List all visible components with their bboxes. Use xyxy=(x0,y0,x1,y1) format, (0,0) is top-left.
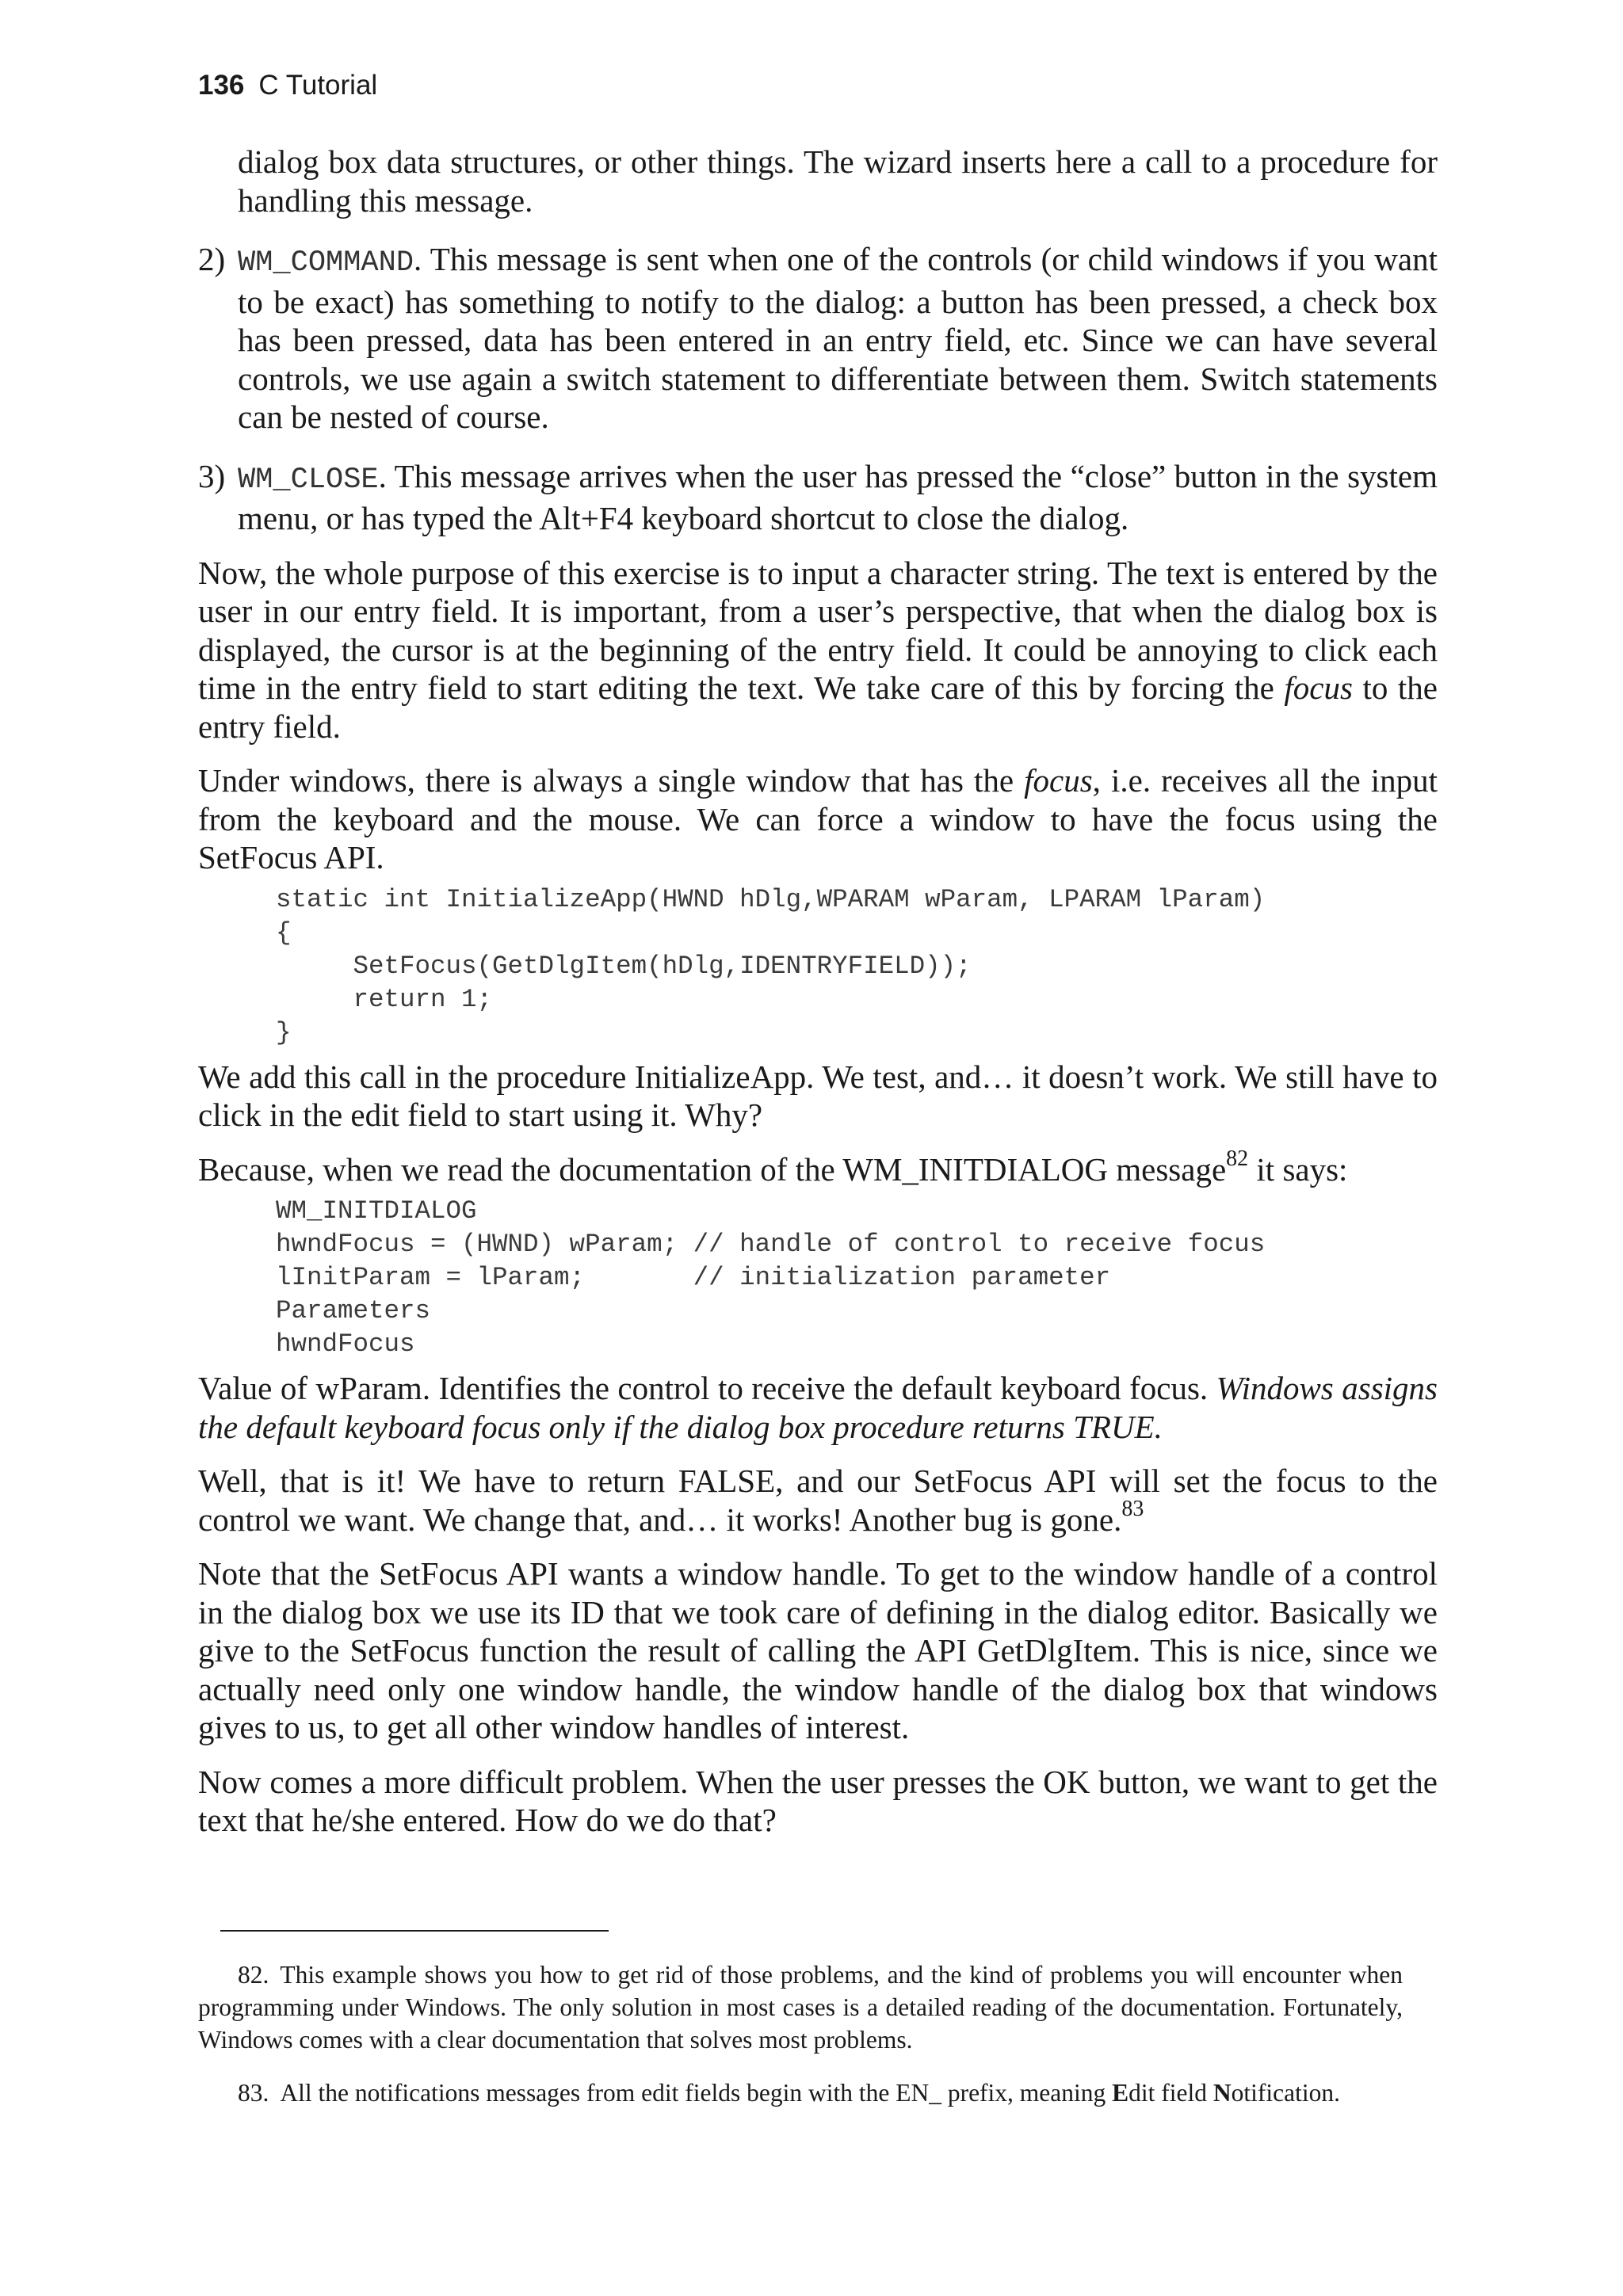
paragraph: We add this call in the procedure InitializeApp. We test, and… it doesn’t work. We still have to click in the edit field to start using it. Why? xyxy=(198,1058,1438,1133)
code-block: WM_INITDIALOG hwndFocus = (HWND) wParam; // handle of control to receive focus lInitParam = lParam; // initialization parameter Parameters hwndFocus xyxy=(276,1196,1266,1359)
footnote xyxy=(198,1958,1403,2056)
continued-paragraph: dialog box data structures, or other things. The wizard inserts here a call to a procedure for handling this message. xyxy=(238,143,1438,219)
paragraph xyxy=(198,1462,1438,1539)
paragraph-text: , i.e. receives all the input from the keyboard and the mouse. We can force a window to have the focus using the SetFocus API. xyxy=(198,762,1438,875)
list-item xyxy=(198,240,1438,437)
paragraph-text: it says: xyxy=(1248,1150,1348,1188)
footnote-text: dit field xyxy=(1128,2079,1213,2107)
footnotes xyxy=(198,1958,1403,2109)
footnote-text: All the notifications messages from edit fields begin with the EN_ prefix, meaning xyxy=(280,2079,1113,2107)
running-header xyxy=(198,70,377,101)
emphasis: Windows assigns the default keyboard focus only if the dialog box procedure returns TRUE. xyxy=(198,1370,1438,1445)
page-number: 136 xyxy=(198,70,245,101)
list-item xyxy=(198,457,1438,538)
inline-code: WM_CLOSE xyxy=(238,463,379,497)
paragraph xyxy=(198,554,1438,746)
paragraph-text: Now, the whole purpose of this exercise is to input a character string. The text is entered by the user in our entry field. It is important, from a user’s perspective, that when the dialog box is displayed, the cursor is at the beginning of the entry field. It could be annoying to click each time in the entry field to start editing the text. We take care of this by forcing the xyxy=(198,554,1438,706)
emphasis: focus xyxy=(1284,669,1353,706)
code-block: static int InitializeApp(HWND hDlg,WPARAM wParam, LPARAM lParam) { SetFocus(GetDlgItem(hDlg,IDENTRYFIELD)); return 1; } xyxy=(276,884,1266,1047)
paragraph-text: Because, when we read the documentation of the WM_INITDIALOG message xyxy=(198,1150,1227,1188)
paragraph-text: Value of wParam. Identifies the control to receive the default keyboard focus. xyxy=(198,1370,1216,1406)
paragraph-text: Under windows, there is always a single window that has the xyxy=(198,762,1025,799)
emphasis: focus xyxy=(1024,762,1093,799)
paragraph xyxy=(198,1146,1438,1189)
footnote-number: 82. xyxy=(238,1961,269,1989)
paragraph xyxy=(198,761,1438,877)
paragraph: Note that the SetFocus API wants a window handle. To get to the window handle of a control in the dialog box we use its ID that we took care of defining in the dialog editor. Basically we give to the SetFocus function the result of calling the API GetDlgItem. This is nice, since we actually need only one window handle, the window handle of the dialog box that windows gives to us, to get all other window handles of interest. xyxy=(198,1555,1438,1745)
footnote-number: 83. xyxy=(238,2079,269,2107)
footnote-ref: 83 xyxy=(1121,1496,1144,1521)
paragraph-text: to the entry field. xyxy=(198,669,1438,745)
footnote-text: otification. xyxy=(1231,2079,1340,2107)
running-title: C Tutorial xyxy=(258,70,378,101)
footnote-text: This example shows you how to get rid of those problems, and the kind of problems you will encounter when programming under Windows. The only solution in most cases is a detailed reading of the documentation. Fortunately, Windows comes with a clear documentation that solves most problems. xyxy=(198,1961,1403,2054)
list-item-text: . This message arrives when the user has pressed the “close” button in the system menu, or has typed the Alt+F4 keyboard shortcut to close the dialog. xyxy=(238,457,1438,536)
footnote-ref: 82 xyxy=(1226,1146,1249,1171)
list-item-number: 3) xyxy=(198,457,226,494)
paragraph xyxy=(198,1369,1438,1446)
paragraph: Now comes a more difficult problem. When the user presses the OK button, we want to get the text that he/she entered. How do we do that? xyxy=(198,1763,1438,1838)
footnote-divider xyxy=(220,1930,609,1932)
footnote xyxy=(198,2077,1403,2109)
bold-letter: E xyxy=(1112,2079,1129,2107)
list-item-text: . This message is sent when one of the controls (or child windows if you want to be exact) has something to notify to the dialog: a button has been pressed, a check box has been pressed, data has been entered in an entry field, etc. Since we can have several controls, we use again a switch statement to differentiate between them. Switch statements can be nested of course. xyxy=(238,241,1438,435)
main-text xyxy=(198,143,1438,1840)
list-item-number: 2) xyxy=(198,241,226,277)
paragraph-text: Well, that is it! We have to return FALSE, and our SetFocus API will set the focus to the control we want. We change that, and… it works! Another bug is gone. xyxy=(198,1463,1438,1538)
inline-code: WM_COMMAND xyxy=(238,246,414,280)
bold-letter: N xyxy=(1212,2079,1232,2107)
